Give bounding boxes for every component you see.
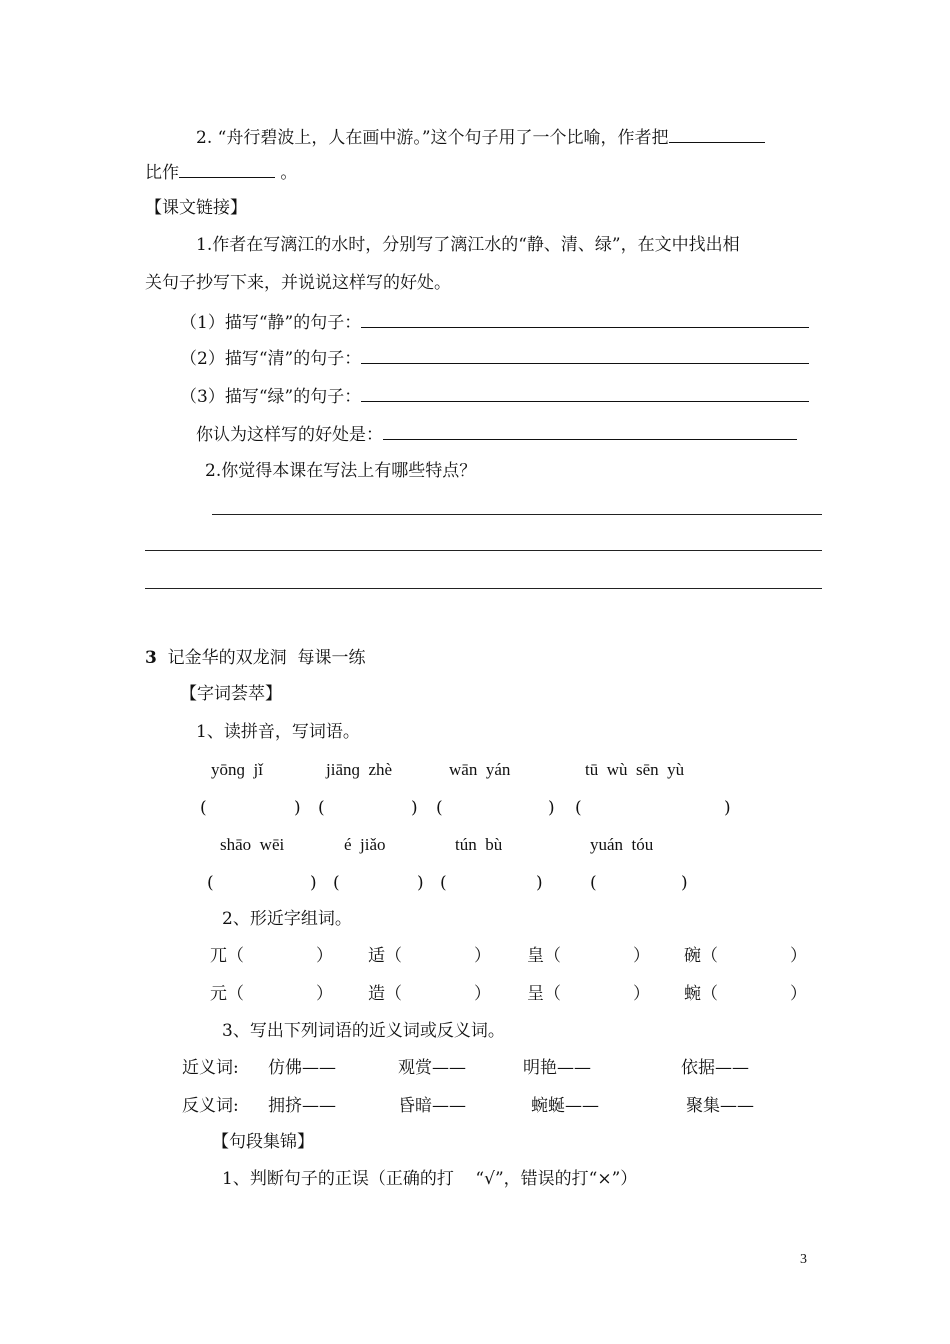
syn-word-4-dash: —— bbox=[715, 1058, 749, 1078]
zcnc-q1: 1、读拼音，写词语。 bbox=[196, 722, 360, 742]
syn-word-2-dash: —— bbox=[432, 1058, 466, 1078]
ant-word-2 bbox=[398, 1095, 466, 1117]
ant-word-4-dash: —— bbox=[720, 1096, 754, 1116]
ant-word-3-text: 蜿蜒 bbox=[531, 1096, 565, 1116]
paren-1-1-open: ( bbox=[200, 798, 207, 818]
kwlj-item-3-blank[interactable] bbox=[361, 385, 809, 402]
ant-word-2-text: 昏暗 bbox=[398, 1096, 432, 1116]
char-1-2-text: 适 bbox=[368, 946, 385, 966]
syn-word-4-text: 依据 bbox=[681, 1058, 715, 1078]
char-2-4: 蜿（ ） bbox=[684, 984, 807, 1004]
page-number: 3 bbox=[800, 1252, 807, 1267]
syn-word-1-dash: —— bbox=[302, 1058, 336, 1078]
ant-word-4 bbox=[686, 1095, 754, 1117]
pinyin-1-2: jiānɡ zhè bbox=[326, 760, 393, 779]
paren-2-2-close: ) bbox=[417, 873, 424, 893]
kwlj-item-2-label: （2）描写“清”的句子： bbox=[180, 349, 362, 369]
ant-label: 反义词: bbox=[182, 1096, 239, 1116]
zcnc-q2: 2、形近字组词。 bbox=[222, 909, 352, 929]
char-2-2-text: 造 bbox=[368, 984, 385, 1004]
answer-line-1[interactable] bbox=[212, 514, 822, 515]
paren-1-4-close: ) bbox=[724, 798, 731, 818]
zcnc-q3: 3、写出下列词语的近义词或反义词。 bbox=[222, 1021, 505, 1041]
char-2-2: 造（ ） bbox=[368, 984, 491, 1004]
syn-word-2 bbox=[398, 1057, 466, 1079]
char-1-2: 适（ ） bbox=[368, 946, 491, 966]
kwlj-q1-line2: 关句子抄写下来，并说说这样写的好处。 bbox=[145, 273, 451, 293]
kwlj-benefit-blank[interactable] bbox=[383, 423, 797, 440]
paren-1-4-open: ( bbox=[575, 798, 582, 818]
char-2-3-text: 呈 bbox=[527, 984, 544, 1004]
syn-word-3-text: 明艳 bbox=[523, 1058, 557, 1078]
ant-word-1-text: 拥挤 bbox=[268, 1096, 302, 1116]
q2-line2 bbox=[145, 161, 297, 184]
kwlj-item-1-label: （1）描写“静”的句子： bbox=[180, 313, 362, 333]
char-2-1: 元（ ） bbox=[210, 984, 333, 1004]
char-1-1: 兀（ ） bbox=[210, 946, 333, 966]
q2-line1 bbox=[196, 126, 765, 149]
pinyin-2-1: shāo wēi bbox=[220, 835, 285, 854]
syn-word-4 bbox=[681, 1057, 749, 1079]
lesson-title bbox=[145, 647, 365, 669]
answer-line-2[interactable] bbox=[145, 550, 822, 551]
paren-1-3-open: ( bbox=[436, 798, 443, 818]
q2-blank-1[interactable] bbox=[669, 126, 765, 143]
syn-word-2-text: 观赏 bbox=[398, 1058, 432, 1078]
char-2-4-text: 蜿 bbox=[684, 984, 701, 1004]
paren-2-1-open: ( bbox=[207, 873, 214, 893]
lesson-title-text: 记金华的双龙洞 每课一练 bbox=[167, 648, 366, 668]
section-heading-zcnc: 【字词荟萃】 bbox=[180, 684, 282, 704]
paren-1-2-open: ( bbox=[318, 798, 325, 818]
q2-line2-prefix: 比作 bbox=[145, 163, 179, 183]
paren-2-4-open: ( bbox=[590, 873, 597, 893]
kwlj-item-2 bbox=[180, 347, 809, 370]
char-1-3-text: 皇 bbox=[527, 946, 544, 966]
ant-word-1-dash: —— bbox=[302, 1096, 336, 1116]
pinyin-2-4: yuán tóu bbox=[590, 835, 654, 854]
ant-word-1 bbox=[268, 1095, 336, 1117]
kwlj-item-3-label: （3）描写“绿”的句子： bbox=[180, 387, 362, 407]
kwlj-q2: 2.你觉得本课在写法上有哪些特点？ bbox=[205, 461, 477, 481]
kwlj-item-3 bbox=[180, 385, 809, 408]
syn-word-3 bbox=[523, 1057, 591, 1079]
ant-word-3 bbox=[531, 1095, 599, 1117]
ant-word-4-text: 聚集 bbox=[686, 1096, 720, 1116]
kwlj-q1-line1: 1.作者在写漓江的水时，分别写了漓江水的“静、清、绿”，在文中找出相 bbox=[196, 235, 740, 255]
char-1-4-text: 碗 bbox=[684, 946, 701, 966]
kwlj-benefit-label: 你认为这样写的好处是： bbox=[196, 425, 383, 445]
paren-1-3-close: ) bbox=[548, 798, 555, 818]
q2-line1-text: 2. “舟行碧波上，人在画中游。”这个句子用了一个比喻，作者把 bbox=[196, 128, 669, 148]
answer-line-3[interactable] bbox=[145, 588, 822, 589]
char-1-1-text: 兀 bbox=[210, 946, 227, 966]
char-2-3: 呈（ ） bbox=[527, 984, 650, 1004]
ant-word-3-dash: —— bbox=[565, 1096, 599, 1116]
kwlj-item-1-blank[interactable] bbox=[361, 311, 809, 328]
char-1-4: 碗（ ） bbox=[684, 946, 807, 966]
lesson-number: 3 bbox=[145, 648, 157, 668]
pinyin-2-3: tún bù bbox=[455, 835, 503, 854]
pinyin-1-1: yōnɡ jǐ bbox=[211, 760, 263, 779]
section-heading-kwlj: 【课文链接】 bbox=[145, 198, 247, 218]
syn-label: 近义词: bbox=[182, 1058, 239, 1078]
pinyin-2-2: é jiǎo bbox=[344, 835, 386, 854]
char-2-1-text: 元 bbox=[210, 984, 227, 1004]
q2-blank-2[interactable] bbox=[179, 161, 275, 178]
q2-line2-suffix: 。 bbox=[275, 163, 298, 183]
paren-2-1-close: ) bbox=[310, 873, 317, 893]
kwlj-item-2-blank[interactable] bbox=[361, 347, 809, 364]
syn-word-1-text: 仿佛 bbox=[268, 1058, 302, 1078]
paren-2-3-open: ( bbox=[440, 873, 447, 893]
paren-2-4-close: ) bbox=[681, 873, 688, 893]
pinyin-1-4: tū wù sēn yù bbox=[585, 760, 685, 779]
paren-1-2-close: ) bbox=[411, 798, 418, 818]
char-1-3: 皇（ ） bbox=[527, 946, 650, 966]
paren-2-2-open: ( bbox=[333, 873, 340, 893]
jdjj-q1: 1、判断句子的正误（正确的打 “√”，错误的打“×”） bbox=[222, 1169, 638, 1189]
section-heading-jdjj: 【句段集锦】 bbox=[212, 1132, 314, 1152]
kwlj-item-1 bbox=[180, 311, 809, 334]
paren-1-1-close: ) bbox=[294, 798, 301, 818]
syn-word-3-dash: —— bbox=[557, 1058, 591, 1078]
syn-word-1 bbox=[268, 1057, 336, 1079]
paren-2-3-close: ) bbox=[536, 873, 543, 893]
pinyin-1-3: wān yán bbox=[449, 760, 511, 779]
ant-word-2-dash: —— bbox=[432, 1096, 466, 1116]
kwlj-benefit bbox=[196, 423, 797, 446]
